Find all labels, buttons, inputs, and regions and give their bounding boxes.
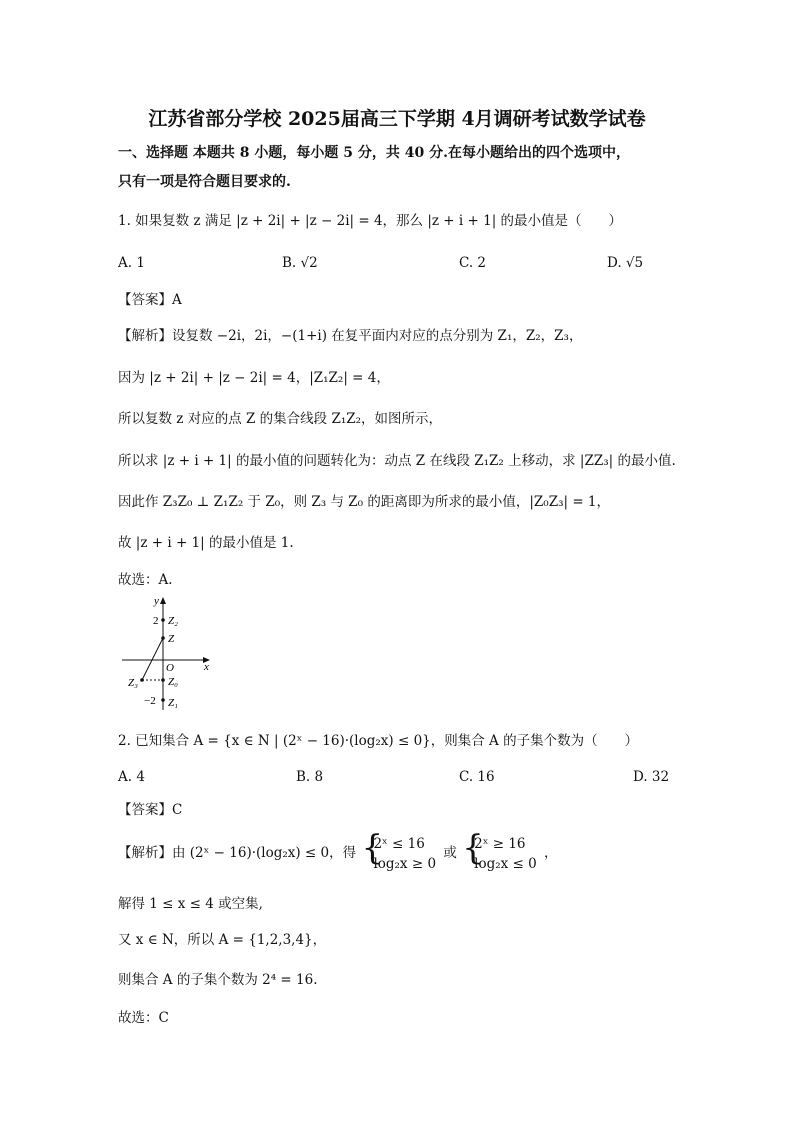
q1-answer: 【答案】A: [118, 292, 182, 308]
q2-option-c: C. 16: [459, 769, 495, 785]
q2-count-line: 则集合 A 的子集个数为 2⁴ = 16.: [118, 972, 318, 988]
q2-case1-line-b: log₂x ≥ 0: [373, 855, 437, 872]
tick-label-neg2: −2: [144, 695, 156, 707]
q2-case2-line-b: log₂x ≤ 0: [474, 855, 537, 872]
q2-case1-line-a: { 2ˣ ≤ 16: [373, 835, 425, 852]
origin-label: O: [166, 662, 174, 674]
q1-analysis-1: 【解析】设复数 −2i，2i，−(1+i) 在复平面内对应的点分别为 Z₁，Z₂，Z₃，: [118, 328, 583, 344]
q1-analysis-2: 因为 |z + 2i| + |z − 2i| = 4，|Z₁Z₂| = 4，: [118, 370, 390, 386]
q1-option-d: D. √5: [607, 255, 644, 271]
q2-or: 或: [443, 845, 457, 861]
tick-label-2: 2: [153, 615, 159, 627]
q1-analysis-7: 故选：A.: [118, 572, 173, 588]
q1-option-c: C. 2: [459, 255, 487, 271]
x-axis-label: x: [204, 661, 209, 673]
section-heading-line1: 一、选择题 本题共 8 小题，每小题 5 分，共 40 分.在每小题给出的四个选项中，: [118, 145, 630, 161]
q2-case-end: ，: [544, 845, 558, 861]
q1-analysis-4: 所以求 |z + i + 1| 的最小值的问题转化为：动点 Z 在线段 Z₁Z₂ 上移动，求 |ZZ₃| 的最小值.: [118, 453, 676, 469]
q2-case-system-2: [464, 834, 537, 874]
q2-option-b: B. 8: [296, 769, 324, 785]
q2-option-d: D. 32: [633, 769, 670, 785]
q2-set-line: 又 x ∈ N，所以 A = {1,2,3,4}，: [118, 932, 327, 948]
complex-plane-figure: [118, 592, 218, 714]
label-z2: Z₂: [168, 615, 178, 627]
q1-stem: 1. 如果复数 z 满足 |z + 2i| + |z − 2i| = 4，那么 |z + i + 1| 的最小值是（ ）: [118, 213, 623, 229]
q2-case2-line-a: { 2ˣ ≥ 16: [474, 835, 526, 852]
label-z1: Z₁: [168, 697, 178, 709]
q1-analysis-5: 因此作 Z₃Z₀ ⊥ Z₁Z₂ 于 Z₀，则 Z₃ 与 Z₀ 的距离即为所求的最小值，|Z₀Z₃| = 1，: [118, 494, 611, 510]
q2-case-system-1: [363, 834, 436, 874]
page-title: 江苏省部分学校 2025届高三下学期 4月调研考试数学试卷: [148, 108, 646, 130]
y-axis-label: y: [154, 595, 159, 607]
q2-answer: 【答案】C: [118, 802, 183, 818]
q2-analysis-intro: 【解析】由 (2ˣ − 16)·(log₂x) ≤ 0，得: [118, 845, 357, 861]
section-heading-line2: 只有一项是符合题目要求的.: [118, 174, 291, 190]
q2-stem: 2. 已知集合 A = {x ∈ N | (2ˣ − 16)·(log₂x) ≤ 0}，则集合 A 的子集个数为（ ）: [118, 733, 639, 749]
q2-option-a: A. 4: [118, 769, 145, 785]
label-z3: Z₃: [128, 677, 138, 689]
q2-analysis-cases: [118, 833, 558, 874]
q1-option-a: A. 1: [118, 255, 145, 271]
label-z: Z: [168, 633, 175, 645]
q1-option-b: B. √2: [282, 255, 318, 271]
q2-choose-line: 故选：C: [118, 1010, 169, 1026]
q1-analysis-3: 所以复数 z 对应的点 Z 的集合线段 Z₁Z₂，如图所示，: [118, 411, 443, 427]
q1-analysis-6: 故 |z + i + 1| 的最小值是 1.: [118, 535, 294, 551]
q2-solve-line: 解得 1 ≤ x ≤ 4 或空集,: [118, 896, 263, 912]
label-z0: Z₀: [168, 676, 178, 688]
